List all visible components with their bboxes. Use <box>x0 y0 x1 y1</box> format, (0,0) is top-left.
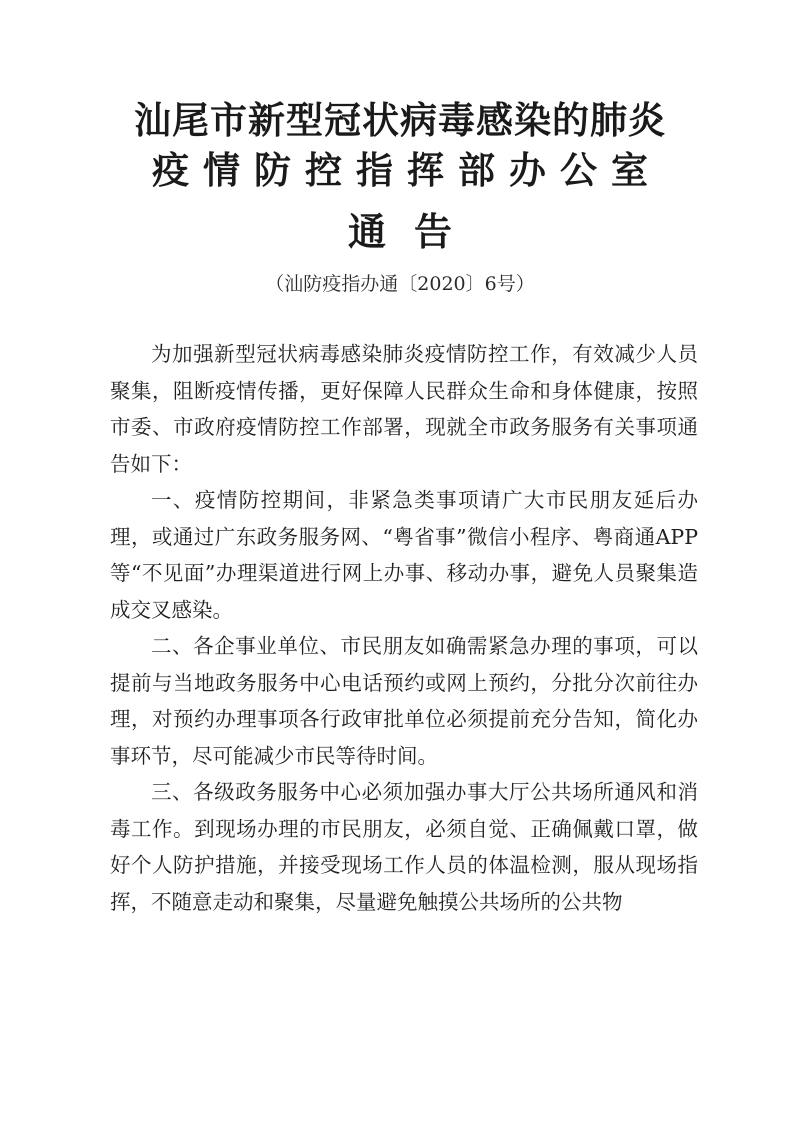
paragraph-item-1: 一、疫情防控期间，非紧急类事项请广大市民朋友延后办理，或通过广东政务服务网、“粤省事”微信小程序、粤商通APP等“不见面”办理渠道进行网上办事、移动办事，避免人员聚集造成交叉感染。 <box>110 488 698 622</box>
title-line-1: 汕尾市新型冠状病毒感染的肺炎 <box>134 99 666 142</box>
document-title <box>0 96 800 196</box>
paragraph-intro: 为加强新型冠状病毒感染肺炎疫情防控工作，有效减少人员聚集，阻断疫情传播，更好保障人民群众生命和身体健康，按照市委、市政府疫情防控工作部署，现就全市政务服务有关事项通告如下： <box>110 342 698 476</box>
title-line-2: 疫情防控指挥部办公室 <box>152 149 662 192</box>
document-body <box>110 336 698 920</box>
notice-heading: 通告 <box>347 210 480 254</box>
paragraph-item-2: 二、各企事业单位、市民朋友如确需紧急办理的事项，可以提前与当地政务服务中心电话预约或网上预约，分批分次前往办理，对预约办理事项各行政审批单位必须提前充分告知，简化办事环节，尽可能减少市民等待时间。 <box>110 634 698 768</box>
document-number: （汕防疫指办通〔2020〕6号） <box>265 273 535 295</box>
paragraph-item-3: 三、各级政务服务中心必须加强办事大厅公共场所通风和消毒工作。到现场办理的市民朋友，必须自觉、正确佩戴口罩，做好个人防护措施，并接受现场工作人员的体温检测，服从现场指挥，不随意走动和聚集，尽量避免触摸公共场所的公共物 <box>110 780 698 914</box>
